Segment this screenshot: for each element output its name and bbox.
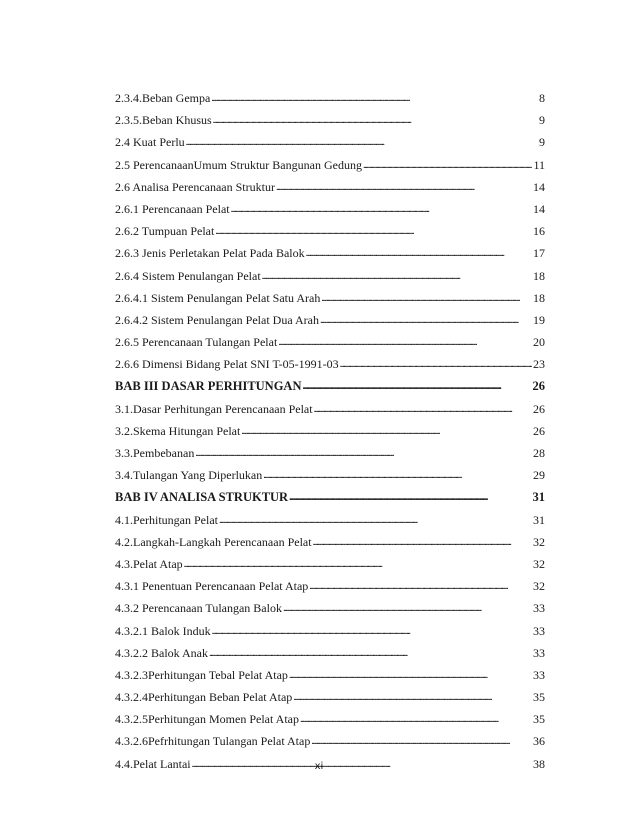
toc-dot-leader (313, 532, 532, 554)
toc-entry-title: 4.4.Pelat Lantai (115, 756, 191, 771)
toc-dot-leader (186, 132, 538, 154)
toc-dot-leader (241, 421, 532, 443)
toc-entry-title: 2.5 PerencanaanUmum Struktur Bangunan Gedung (115, 157, 362, 172)
toc-entry-title: 4.3.2 Perencanaan Tulangan Balok (115, 601, 282, 616)
toc-entry-page: 36 (533, 734, 545, 749)
toc-dot-leader (209, 643, 532, 665)
toc-entry[interactable] (115, 708, 545, 730)
toc-dot-leader (184, 554, 532, 576)
toc-entry-page: 38 (533, 756, 545, 771)
toc-dot-leader (289, 665, 532, 687)
toc-entry-title: 2.6.4 Sistem Penulangan Pelat (115, 268, 261, 283)
toc-entry[interactable] (115, 375, 545, 397)
toc-entry-title: 4.3.2.4Perhitungan Beban Pelat Atap (115, 690, 293, 705)
toc-entry-page: 32 (533, 556, 545, 571)
toc-entry[interactable] (115, 597, 545, 619)
toc-entry[interactable] (115, 87, 545, 109)
toc-dot-leader (363, 155, 532, 177)
toc-entry[interactable] (115, 686, 545, 708)
toc-entry-title: 4.3.Pelat Atap (115, 556, 183, 571)
toc-entry-page: 23 (533, 357, 545, 372)
toc-entry-page: 11 (533, 157, 545, 172)
toc-entry[interactable] (115, 220, 545, 242)
toc-entry[interactable] (115, 198, 545, 220)
toc-entry-page: 18 (533, 290, 545, 305)
toc-entry-page: 33 (533, 645, 545, 660)
toc-entry-title: 2.6.4.2 Sistem Penulangan Pelat Dua Arah (115, 312, 319, 327)
toc-entry[interactable] (115, 531, 545, 553)
toc-entry-title: 2.6.1 Perencanaan Pelat (115, 201, 230, 216)
toc-dot-leader (195, 443, 532, 465)
toc-dot-leader (314, 399, 532, 421)
toc-entry[interactable] (115, 509, 545, 531)
toc-entry-page: 17 (533, 246, 545, 261)
toc-entry-page: 35 (533, 712, 545, 727)
toc-entry-page: 20 (533, 335, 545, 350)
toc-dot-leader (311, 731, 532, 753)
toc-entry[interactable] (115, 109, 545, 131)
toc-dot-leader (306, 243, 532, 265)
toc-dot-leader (213, 110, 538, 132)
toc-entry-page: 18 (533, 268, 545, 283)
toc-entry[interactable] (115, 331, 545, 353)
toc-entry[interactable] (115, 620, 545, 642)
page-number: xi (314, 761, 324, 772)
toc-entry[interactable] (115, 664, 545, 686)
toc-entry[interactable] (115, 642, 545, 664)
toc-dot-leader (321, 288, 532, 310)
toc-entry-title: 2.6.2 Tumpuan Pelat (115, 224, 215, 239)
toc-dot-leader (263, 465, 532, 487)
toc-dot-leader (303, 376, 532, 398)
toc-entry[interactable] (115, 287, 545, 309)
toc-entry[interactable] (115, 353, 545, 375)
toc-entry-page: 9 (539, 135, 545, 150)
toc-entry-title: 4.3.2.6Pefrhitungan Tulangan Pelat Atap (115, 734, 311, 749)
toc-entry[interactable] (115, 398, 545, 420)
toc-entry-page: 16 (533, 224, 545, 239)
toc-entry-title: 4.2.Langkah-Langkah Perencanaan Pelat (115, 534, 312, 549)
toc-dot-leader (309, 576, 532, 598)
toc-entry-page: 33 (533, 623, 545, 638)
toc-dot-leader (278, 332, 532, 354)
toc-entry-title: 3.4.Tulangan Yang Diperlukan (115, 468, 263, 483)
toc-entry-page: 35 (533, 690, 545, 705)
toc-entry-title: BAB IV ANALISA STRUKTUR (115, 490, 289, 505)
toc-entry-page: 32 (533, 579, 545, 594)
toc-dot-leader (289, 487, 531, 509)
toc-entry[interactable] (115, 420, 545, 442)
toc-dot-leader (283, 598, 532, 620)
toc-entry-title: 2.6.4.1 Sistem Penulangan Pelat Satu Arah (115, 290, 321, 305)
toc-dot-leader (215, 221, 532, 243)
toc-entry[interactable] (115, 131, 545, 153)
toc-dot-leader (219, 510, 532, 532)
toc-entry-page: 8 (539, 91, 545, 105)
toc-dot-leader (300, 709, 532, 731)
toc-entry[interactable] (115, 242, 545, 264)
toc-dot-leader (262, 266, 532, 288)
toc-entry-page: 31 (533, 512, 545, 527)
toc-entry-title: 2.3.4.Beban Gempa (115, 91, 211, 105)
toc-entry-page: 19 (533, 312, 545, 327)
toc-entry-page: 9 (539, 113, 545, 128)
toc-entry-title: 2.3.5.Beban Khusus (115, 113, 212, 128)
toc-dot-leader (340, 354, 532, 376)
toc-entry-title: 4.3.2.5Perhitungan Momen Pelat Atap (115, 712, 299, 727)
toc-entry-title: 2.6.3 Jenis Perletakan Pelat Pada Balok (115, 246, 305, 261)
toc-dot-leader (293, 687, 532, 709)
toc-dot-leader (231, 199, 532, 221)
toc-entry[interactable] (115, 154, 545, 176)
toc-entry[interactable] (115, 730, 545, 752)
toc-entry-title: 4.3.2.2 Balok Anak (115, 645, 208, 660)
toc-entry-title: 4.3.2.1 Balok Induk (115, 623, 211, 638)
toc-entry-title: 3.2.Skema Hitungan Pelat (115, 423, 241, 438)
toc-entry[interactable] (115, 486, 545, 508)
toc-entry-page: 29 (533, 468, 545, 483)
toc-entry-page: 26 (533, 401, 545, 416)
toc-entry-page: 33 (533, 667, 545, 682)
toc-entry-page: 31 (532, 490, 545, 505)
toc-entry[interactable] (115, 442, 545, 464)
toc-entry-page: 32 (533, 534, 545, 549)
toc-entry-page: 14 (533, 179, 545, 194)
toc-entry-title: 2.6.6 Dimensi Bidang Pelat SNI T-05-1991-03 (115, 357, 339, 372)
table-of-contents (115, 87, 545, 775)
toc-dot-leader (276, 177, 532, 199)
toc-entry-page: 26 (532, 379, 545, 394)
toc-entry[interactable] (115, 176, 545, 198)
toc-entry[interactable] (115, 553, 545, 575)
toc-entry-title: 4.3.2.3Perhitungan Tebal Pelat Atap (115, 667, 288, 682)
toc-entry-page: 14 (533, 201, 545, 216)
toc-entry-title: 2.6.5 Perencanaan Tulangan Pelat (115, 335, 278, 350)
toc-entry[interactable] (115, 309, 545, 331)
toc-entry[interactable] (115, 575, 545, 597)
toc-entry-title: 2.4 Kuat Perlu (115, 135, 185, 150)
toc-entry[interactable] (115, 464, 545, 486)
toc-entry-page: 28 (533, 446, 545, 460)
toc-entry-title: BAB III DASAR PERHITUNGAN (115, 379, 302, 394)
toc-dot-leader (212, 621, 532, 643)
toc-dot-leader (211, 88, 538, 110)
toc-entry-title: 3.3.Pembebanan (115, 446, 195, 460)
toc-entry-title: 4.3.1 Penentuan Perencanaan Pelat Atap (115, 579, 309, 594)
toc-entry-title: 3.1.Dasar Perhitungan Perencanaan Pelat (115, 401, 313, 416)
toc-entry-page: 26 (533, 423, 545, 438)
toc-dot-leader (320, 310, 532, 332)
toc-entry-page: 33 (533, 601, 545, 616)
toc-entry[interactable] (115, 265, 545, 287)
toc-entry-title: 2.6 Analisa Perencanaan Struktur (115, 179, 275, 194)
toc-entry-title: 4.1.Perhitungan Pelat (115, 512, 218, 527)
